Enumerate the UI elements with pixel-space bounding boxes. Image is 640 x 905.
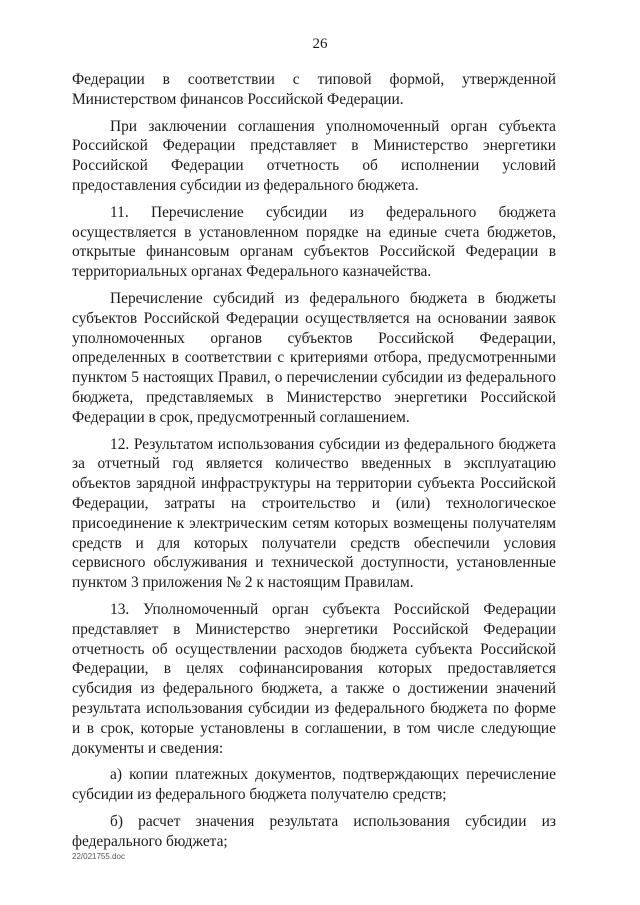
footer-file-code: 22/021755.doc xyxy=(72,852,125,861)
document-body xyxy=(72,70,556,858)
paragraph-subitem-a: а) копии платежных документов, подтверждающих перечисление субсидии из федерального бюджета получателю средств; xyxy=(72,766,556,804)
paragraph-item-13: 13. Уполномоченный орган субъекта Российской Федерации представляет в Министерство энергетики Российской Федерации отчетность об осуществлении расходов бюджета субъекта Российской Федерации, в целях софинансирования которых предоставляется субсидия из федерального бюджета, а также о достижении значений результата использования субсидии из федерального бюджета по форме и в срок, которые установлены в соглашении, в том числе следующие документы и сведения: xyxy=(72,600,556,757)
paragraph-item-11: 11. Перечисление субсидии из федерального бюджета осуществляется в установленном порядке на единые счета бюджетов, открытые финансовым органам субъектов Российской Федерации в территориальных органах Федерального казначейства. xyxy=(72,203,556,281)
paragraph-agreement-reporting: При заключении соглашения уполномоченный орган субъекта Российской Федерации представляет в Министерство энергетики Российской Федерации отчетность об исполнении условий предоставления субсидии из федерального бюджета. xyxy=(72,117,556,194)
page-number: 26 xyxy=(312,36,328,52)
paragraph-transfer-subsidies: Перечисление субсидий из федерального бюджета в бюджеты субъектов Российской Федерации осуществляется на основании заявок уполномоченных органов субъектов Российской Федерации, определенных в соответствии с критериями отбора, предусмотренными пунктом 5 настоящих Правил, о перечислении субсидии из федерального бюджета, представляемых в Министерство энергетики Российской Федерации в срок, предусмотренный соглашением. xyxy=(72,289,556,426)
paragraph-item-12: 12. Результатом использования субсидии из федерального бюджета за отчетный год является количество введенных в эксплуатацию объектов зарядной инфраструктуры на территории субъекта Российской Федерации, затраты на строительство и (или) технологическое присоединение к электрическим сетям которых возмещены получателям средств и для которых получатели средств обеспечили условия сервисного обслуживания и технической доступности, установленные пунктом 3 приложения № 2 к настоящим Правилам. xyxy=(72,435,556,592)
paragraph-subitem-b: б) расчет значения результата использования субсидии из федерального бюджета; xyxy=(72,812,556,850)
paragraph-continuation: Федерации в соответствии с типовой формой, утвержденной Министерством финансов Российской Федерации. xyxy=(72,71,556,108)
